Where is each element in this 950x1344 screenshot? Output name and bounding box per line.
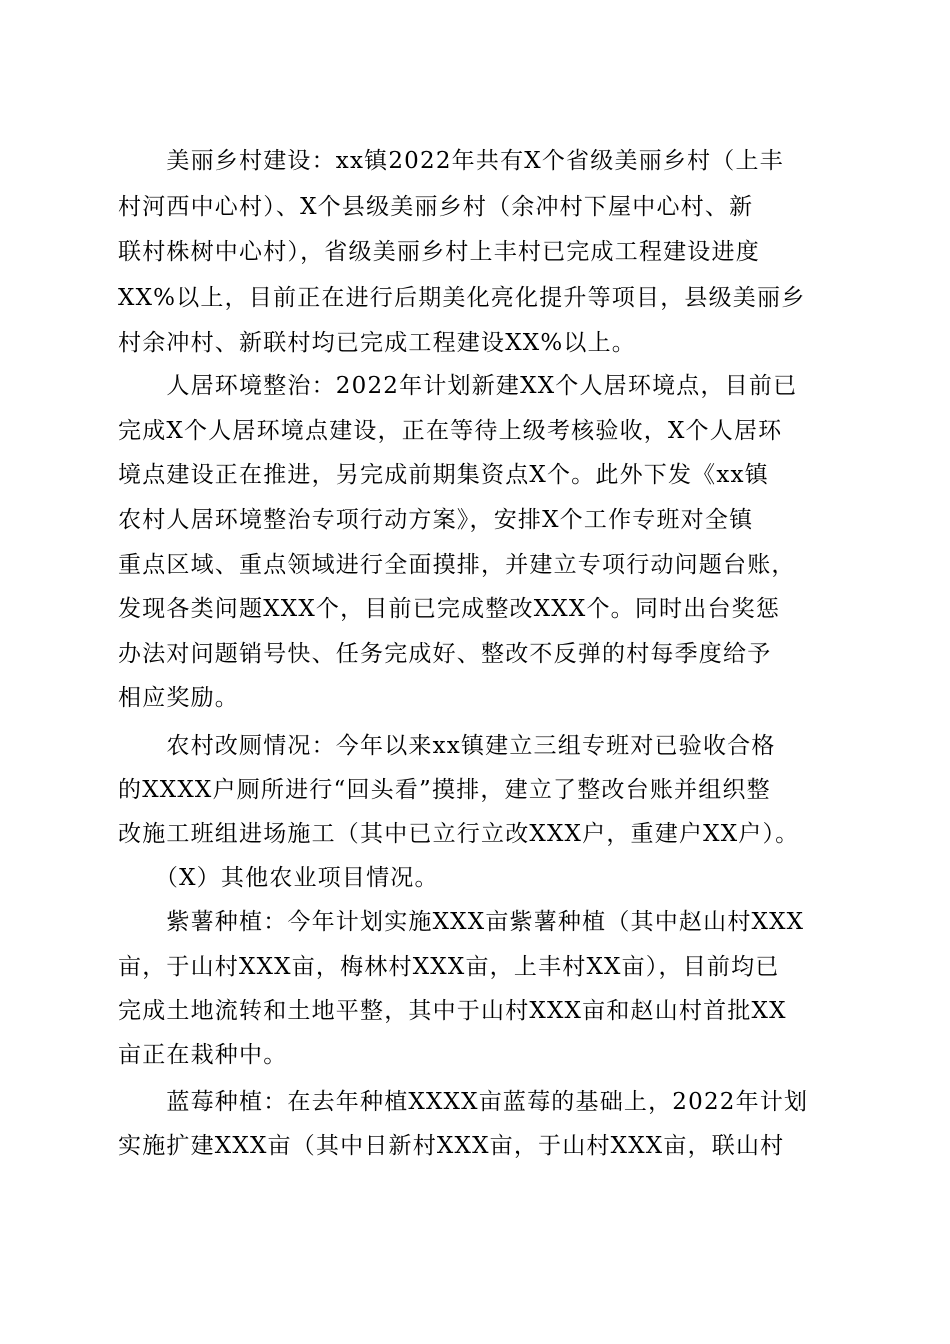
text-line: 改施工班组进场施工（其中已立行立改XXX户，重建户XX户）。 bbox=[118, 821, 800, 847]
text-line: 境点建设正在推进，另完成前期集资点X个。此外下发《xx镇 bbox=[118, 462, 769, 488]
text-line: 美丽乡村建设：xx镇2022年共有X个省级美丽乡村（上丰 bbox=[118, 148, 784, 174]
text-line: 相应奖励。 bbox=[118, 685, 239, 711]
text-line: 实施扩建XXX亩（其中日新村XXX亩，于山村XXX亩，联山村 bbox=[118, 1133, 785, 1159]
text-line: 完成土地流转和土地平整，其中于山村XXX亩和赵山村首批XX bbox=[118, 998, 787, 1024]
text-line: 村河西中心村）、X个县级美丽乡村（余冲村下屋中心村、新 bbox=[118, 194, 754, 220]
text-line: 农村改厕情况：今年以来xx镇建立三组专班对已验收合格 bbox=[118, 733, 776, 759]
text-line: 紫薯种植：今年计划实施XXX亩紫薯种植（其中赵山村XXX bbox=[118, 909, 805, 935]
text-line: 完成X个人居环境点建设，正在等待上级考核验收，X个人居环 bbox=[118, 418, 783, 444]
text-line: 的XXXX户厕所进行“回头看”摸排，建立了整改台账并组织整 bbox=[118, 777, 771, 803]
text-line: 办法对问题销号快、任务完成好、整改不反弹的村每季度给予 bbox=[118, 641, 772, 667]
text-line: 农村人居环境整治专项行动方案》，安排X个工作专班对全镇 bbox=[118, 507, 754, 533]
text-line: 发现各类问题XXX个，目前已完成整改XXX个。同时出台奖惩 bbox=[118, 596, 781, 622]
text-line: 村余冲村、新联村均已完成工程建设XX%以上。 bbox=[118, 330, 637, 356]
text-line: 亩正在栽种中。 bbox=[118, 1042, 288, 1068]
text-line: 蓝莓种植：在去年种植XXXX亩蓝莓的基础上，2022年计划 bbox=[118, 1089, 809, 1115]
text-line: 亩，于山村XXX亩，梅林村XXX亩，上丰村XX亩），目前均已 bbox=[118, 954, 780, 980]
section-heading: （X）其他农业项目情况。 bbox=[118, 865, 439, 891]
text-line: 重点区域、重点领域进行全面摸排，并建立专项行动问题台账， bbox=[118, 552, 796, 578]
text-line: 联村株树中心村），省级美丽乡村上丰村已完成工程建设进度 bbox=[118, 239, 760, 265]
text-line: 人居环境整治：2022年计划新建XX个人居环境点，目前已 bbox=[118, 373, 798, 399]
text-line: XX%以上，目前正在进行后期美化亮化提升等项目，县级美丽乡 bbox=[118, 285, 806, 311]
